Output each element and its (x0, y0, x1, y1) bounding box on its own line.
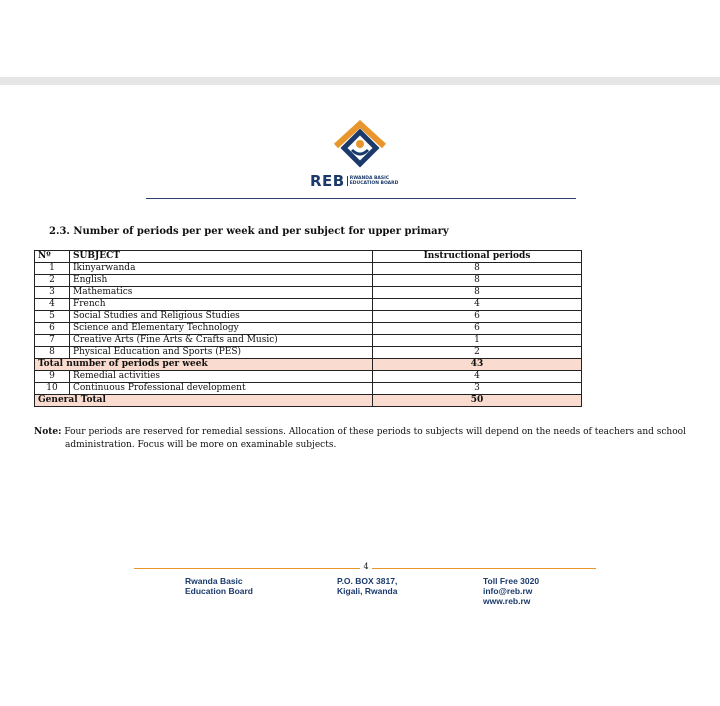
note-line1: Four periods are reserved for remedial sessions. Allocation of these periods to subjects will depend on the needs of teachers and school (64, 427, 686, 437)
subtotal-periods: 43 (373, 359, 582, 371)
logo-abbreviation: REB (310, 172, 345, 190)
table-row (35, 299, 582, 311)
row-subject: Mathematics (70, 287, 373, 299)
table-row (35, 311, 582, 323)
footer-tollfree: Toll Free 3020 (483, 576, 540, 586)
row-subject: English (70, 275, 373, 287)
row-subject: Physical Education and Sports (PES) (70, 347, 373, 359)
header-periods: Instructional periods (373, 251, 582, 263)
row-periods: 1 (373, 335, 582, 347)
reb-logo (300, 120, 420, 190)
row-subject: Creative Arts (Fine Arts & Crafts and Music) (70, 335, 373, 347)
footer-org-line2: Education Board (185, 586, 254, 596)
table-row (35, 275, 582, 287)
row-periods: 6 (373, 311, 582, 323)
subtotal-row (35, 359, 582, 371)
row-periods: 8 (373, 275, 582, 287)
row-no: 8 (35, 347, 70, 359)
footer-website: www.reb.rw (483, 596, 531, 606)
footer-address-line1: P.O. BOX 3817, (337, 576, 398, 586)
table-row (35, 383, 582, 395)
subtotal-label: Total number of periods per week (35, 359, 373, 371)
table-row (35, 323, 582, 335)
logo-full-line1: RWANDA BASIC (349, 176, 390, 181)
reb-emblem-icon (330, 120, 390, 170)
note-label: Note: (34, 427, 62, 437)
header-subject: SUBJECT (70, 251, 373, 263)
note-line2: administration. Focus will be more on examinable subjects. (65, 440, 337, 450)
header-no: Nº (35, 251, 70, 263)
row-periods: 3 (373, 383, 582, 395)
row-subject: Social Studies and Religious Studies (70, 311, 373, 323)
note-line1-wrap (34, 426, 720, 439)
footer-email: info@reb.rw (483, 586, 533, 596)
row-subject: Continuous Professional development (70, 383, 373, 395)
footer-organization (185, 576, 253, 596)
note (34, 426, 720, 452)
table-header-row (35, 251, 582, 263)
row-periods: 4 (373, 299, 582, 311)
footer-contact (483, 576, 539, 606)
page-number: 4 (360, 562, 372, 572)
periods-table (34, 250, 582, 407)
footer-address (337, 576, 397, 596)
header-rule (146, 198, 576, 199)
logo-full-line2: EDUCATION BOARD (349, 181, 399, 186)
row-subject: Ikinyarwanda (70, 263, 373, 275)
row-no: 2 (35, 275, 70, 287)
top-band (0, 77, 720, 85)
section-heading: 2.3. Number of periods per per week and per subject for upper primary (49, 226, 449, 237)
grand-total-row (35, 395, 582, 407)
row-periods: 2 (373, 347, 582, 359)
footer-address-line2: Kigali, Rwanda (337, 586, 398, 596)
logo-full-name (347, 176, 410, 186)
row-subject: Remedial activities (70, 371, 373, 383)
row-periods: 8 (373, 263, 582, 275)
table-row (35, 263, 582, 275)
row-no: 3 (35, 287, 70, 299)
row-periods: 4 (373, 371, 582, 383)
row-subject: French (70, 299, 373, 311)
row-no: 5 (35, 311, 70, 323)
row-no: 4 (35, 299, 70, 311)
table-row (35, 347, 582, 359)
table-row (35, 335, 582, 347)
footer-org-line1: Rwanda Basic (185, 576, 243, 586)
row-subject: Science and Elementary Technology (70, 323, 373, 335)
row-no: 7 (35, 335, 70, 347)
row-periods: 6 (373, 323, 582, 335)
row-no: 1 (35, 263, 70, 275)
row-periods: 8 (373, 287, 582, 299)
table-row (35, 287, 582, 299)
grand-total-periods: 50 (373, 395, 582, 407)
row-no: 9 (35, 371, 70, 383)
row-no: 6 (35, 323, 70, 335)
row-no: 10 (35, 383, 70, 395)
grand-total-label: General Total (35, 395, 373, 407)
table-row (35, 371, 582, 383)
